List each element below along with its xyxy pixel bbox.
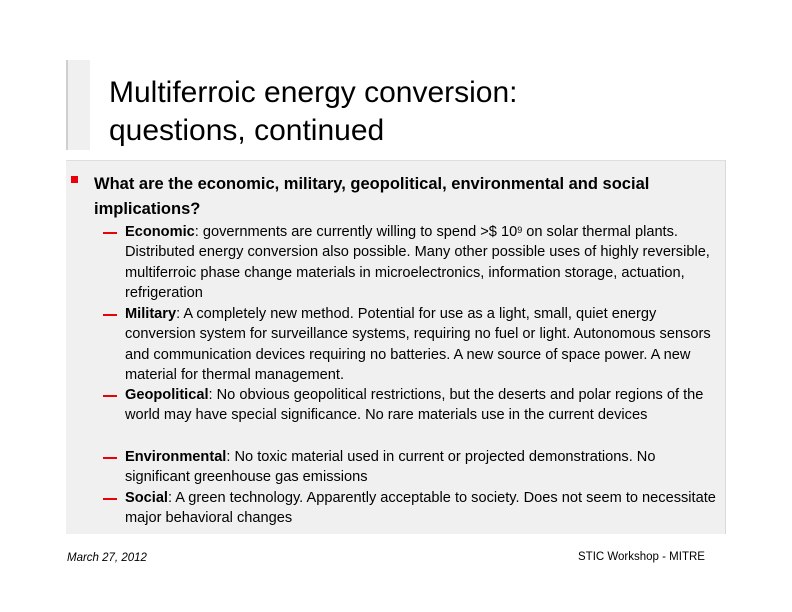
subitem-label: Military <box>125 306 177 322</box>
slide-title-line-1: Multiferroic energy conversion: <box>109 76 518 109</box>
subitem-text: : A completely new method. Potential for use as a light, small, quiet energy conversion system for surveillance systems, requiring no fuel or light. Autonomous sensors and communication devices requiring no batteries. A new source of space power. A new material for thermal management. <box>125 306 711 384</box>
subitem-text-continued: on solar thermal plants. Distributed energy conversion also possible. Many other possible uses of highly reversible, multiferroic phase change materials in microelectronics, information storage, actuation, refrigeration <box>125 224 710 302</box>
slide-title-line-2: questions, continued <box>109 114 385 147</box>
subitem-label: Environmental <box>125 449 227 465</box>
dash-bullet-icon <box>103 395 117 397</box>
square-bullet-icon <box>71 176 78 183</box>
dash-bullet-icon <box>103 232 117 234</box>
subitem-economic <box>125 222 723 304</box>
dash-bullet-icon <box>103 314 117 316</box>
subitem-environmental <box>125 447 723 488</box>
subitem-text: : No toxic material used in current or projected demonstrations. No significant greenhouse gas emissions <box>125 449 656 486</box>
subitem-text: : A green technology. Apparently acceptable to society. Does not seem to necessitate major behavioral changes <box>125 490 716 527</box>
exponent: 9 <box>517 225 523 235</box>
subitem-label: Economic <box>125 224 195 240</box>
subitem-text: : No obvious geopolitical restrictions, but the deserts and polar regions of the world may have special significance. No rare materials use in the current devices <box>125 387 704 424</box>
subitem-label: Geopolitical <box>125 387 209 403</box>
footer-event: STIC Workshop - MITRE <box>578 551 705 563</box>
subitem-military <box>125 304 723 386</box>
title-accent-bar <box>66 60 90 150</box>
subitem-label: Social <box>125 490 168 506</box>
subitem-social <box>125 488 723 529</box>
main-question: What are the economic, military, geopolitical, environmental and social implications? <box>94 175 650 218</box>
dash-bullet-icon <box>103 498 117 500</box>
subitem-text: : governments are currently willing to spend >$ 10 <box>194 224 518 240</box>
footer-date: March 27, 2012 <box>67 552 147 564</box>
dash-bullet-icon <box>103 457 117 459</box>
subitem-geopolitical <box>125 385 723 426</box>
slide-title <box>109 74 518 150</box>
